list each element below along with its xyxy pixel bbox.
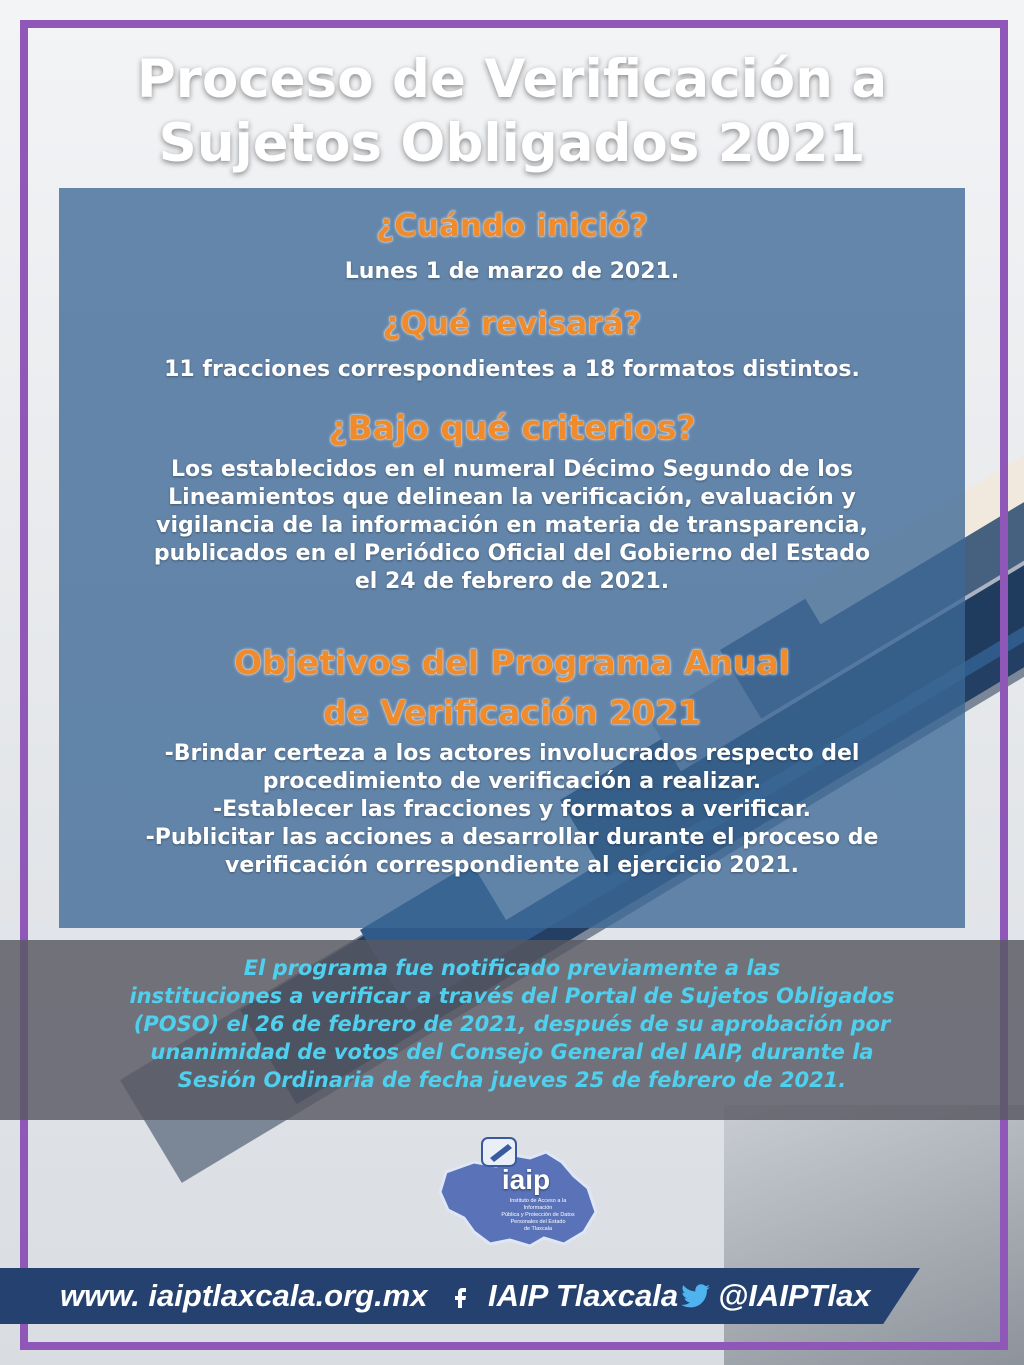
question-what: ¿Qué revisará? <box>382 306 642 342</box>
logo-subtitle-line: de Tlaxcala <box>523 1226 553 1232</box>
heading-line: de Verificación 2021 <box>323 693 701 732</box>
text-line: El programa fue notificado previamente a las <box>243 956 781 980</box>
text-line: publicados en el Periódico Oficial del Gobierno del Estado <box>153 541 871 566</box>
objectives-heading <box>59 638 965 738</box>
objectives-list <box>59 740 965 880</box>
twitter-icon[interactable] <box>680 1282 712 1310</box>
question-criteria: ¿Bajo qué criterios? <box>328 408 696 447</box>
text-line: -Brindar certeza a los actores involucrados respecto del <box>164 741 860 766</box>
text-line: el 24 de febrero de 2021. <box>354 569 670 594</box>
twitter-link[interactable]: @IAIPTlax <box>718 1278 871 1313</box>
text-line: -Publicitar las acciones a desarrollar durante el proceso de <box>145 825 879 850</box>
facebook-icon[interactable] <box>446 1282 474 1310</box>
text-line: Lineamientos que delinean la verificación, evaluación y <box>168 485 856 510</box>
text-line: verificación correspondiente al ejercicio 2021. <box>224 853 800 878</box>
answer-what: 11 fracciones correspondientes a 18 formatos distintos. <box>164 357 860 382</box>
logo-subtitle <box>497 1198 579 1233</box>
logo-subtitle-line: Personales del Estado <box>510 1219 566 1225</box>
answer-when: Lunes 1 de marzo de 2021. <box>344 259 680 284</box>
text-line: Los establecidos en el numeral Décimo Segundo de los <box>171 457 853 482</box>
answer-criteria <box>59 456 965 596</box>
logo-word: iaip <box>501 1164 551 1195</box>
title-line: Sujetos Obligados 2021 <box>158 113 866 174</box>
text-line: Sesión Ordinaria de fecha jueves 25 de febrero de 2021. <box>177 1068 847 1092</box>
text-line: instituciones a verificar a través del Portal de Sujetos Obligados <box>129 984 895 1008</box>
text-line: -Establecer las fracciones y formatos a verificar. <box>213 797 811 822</box>
heading-line: Objetivos del Programa Anual <box>233 643 791 682</box>
title-line: Proceso de Verificación a <box>136 49 888 110</box>
question-when: ¿Cuándo inició? <box>376 208 648 244</box>
notice-text <box>40 954 984 1094</box>
text-line: unanimidad de votos del Consejo General del IAIP, durante la <box>150 1040 874 1064</box>
text-line: vigilancia de la información en materia de transparencia, <box>156 513 868 538</box>
text-line: (POSO) el 26 de febrero de 2021, después de su aprobación por <box>133 1012 891 1036</box>
logo-subtitle-line: Pública y Protección de Datos <box>501 1212 575 1218</box>
page-title <box>40 48 984 176</box>
website-link[interactable]: www. iaiptlaxcala.org.mx <box>60 1278 428 1313</box>
logo-subtitle-line: Instituto de Acceso a la Información <box>509 1198 567 1211</box>
facebook-link[interactable]: IAIP Tlaxcala <box>488 1278 679 1313</box>
text-line: procedimiento de verificación a realizar. <box>262 769 762 794</box>
